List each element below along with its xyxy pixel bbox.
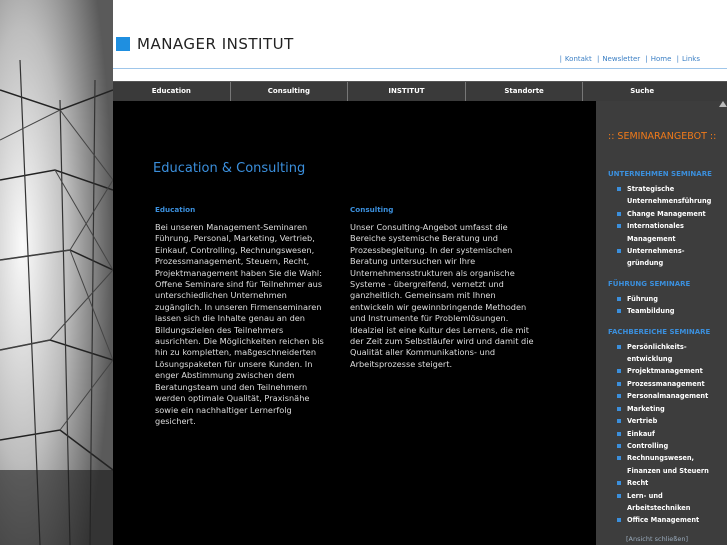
bullet-icon bbox=[617, 297, 621, 301]
close-view-link[interactable]: [Ansicht schließen] bbox=[626, 535, 689, 543]
bullet-icon bbox=[617, 224, 621, 228]
nav-education[interactable]: Education bbox=[113, 82, 231, 101]
bullet-icon bbox=[617, 394, 621, 398]
bullet-icon bbox=[617, 419, 621, 423]
sidebar-item-label: Unternehmensführung bbox=[627, 197, 712, 206]
sidebar-item[interactable] bbox=[596, 415, 727, 427]
sidebar-list bbox=[596, 293, 727, 318]
sidebar-item-label: Einkauf bbox=[627, 429, 655, 438]
sidebar-item-label: Führung bbox=[627, 294, 658, 303]
bullet-icon bbox=[617, 481, 621, 485]
bullet-icon bbox=[617, 456, 621, 460]
sidebar-item[interactable] bbox=[596, 305, 727, 317]
sidebar-item[interactable] bbox=[596, 195, 727, 207]
sidebar-item[interactable] bbox=[596, 403, 727, 415]
sidebar-item[interactable] bbox=[596, 490, 727, 502]
bullet-icon bbox=[617, 382, 621, 386]
sidebar-item[interactable] bbox=[596, 245, 727, 257]
sidebar-item-label: Unternehmens- bbox=[627, 247, 685, 256]
education-heading[interactable]: Education bbox=[155, 205, 196, 214]
sidebar-item[interactable] bbox=[596, 440, 727, 452]
sidebar-item[interactable] bbox=[596, 233, 727, 245]
bullet-icon bbox=[617, 345, 621, 349]
sidebar-item[interactable] bbox=[596, 220, 727, 232]
header-photo bbox=[0, 0, 113, 545]
sidebar-item-label: Personalmanagement bbox=[627, 392, 709, 401]
sidebar-list bbox=[596, 183, 727, 270]
bullet-icon bbox=[617, 187, 621, 191]
sidebar-group-heading[interactable]: FACHBEREICHE SEMINARE bbox=[608, 327, 711, 336]
sidebar-item-label: Management bbox=[627, 234, 676, 243]
sidebar-group-heading[interactable]: FÜHRUNG SEMINARE bbox=[608, 279, 691, 288]
main-content bbox=[113, 101, 596, 545]
separator: | bbox=[559, 55, 562, 63]
sidebar-item[interactable] bbox=[596, 514, 727, 526]
sidebar-item-label: gründung bbox=[627, 259, 664, 268]
sidebar-item[interactable] bbox=[596, 365, 727, 377]
nav-institut[interactable]: INSTITUT bbox=[348, 82, 466, 101]
sidebar-item[interactable] bbox=[596, 341, 727, 353]
sidebar-item-label: Teambildung bbox=[627, 307, 675, 316]
sidebar-item[interactable] bbox=[596, 477, 727, 489]
sidebar-item[interactable] bbox=[596, 183, 727, 195]
sidebar-item-label: Persönlichkeits- bbox=[627, 342, 687, 351]
sidebar-item[interactable] bbox=[596, 428, 727, 440]
main-nav bbox=[113, 81, 727, 101]
bullet-icon bbox=[617, 432, 621, 436]
sidebar-item[interactable] bbox=[596, 378, 727, 390]
sidebar-item-label: Lern- und bbox=[627, 491, 663, 500]
sidebar-item-label: Vertrieb bbox=[627, 417, 658, 426]
sidebar-item[interactable] bbox=[596, 208, 727, 220]
bullet-icon bbox=[617, 369, 621, 373]
sidebar-item-label: Change Management bbox=[627, 209, 706, 218]
sidebar-item[interactable] bbox=[596, 353, 727, 365]
separator: | bbox=[596, 55, 600, 63]
bullet-icon bbox=[617, 309, 621, 313]
sidebar-item-label: Marketing bbox=[627, 404, 665, 413]
link-home[interactable]: Home bbox=[650, 55, 672, 63]
sidebar-item-label: Rechnungswesen, bbox=[627, 454, 695, 463]
bullet-icon bbox=[617, 494, 621, 498]
separator: | bbox=[645, 55, 648, 63]
site-logo[interactable] bbox=[116, 36, 294, 52]
sidebar-item-label: entwicklung bbox=[627, 355, 673, 364]
bullet-icon bbox=[617, 212, 621, 216]
bullet-icon bbox=[617, 407, 621, 411]
sidebar-item[interactable] bbox=[596, 257, 727, 269]
sidebar-item-label: Finanzen und Steuern bbox=[627, 466, 709, 475]
sidebar-item-label: Strategische bbox=[627, 185, 675, 193]
education-column bbox=[155, 205, 331, 427]
top-links bbox=[557, 55, 700, 63]
sidebar-title: :: SEMINARANGEBOT :: bbox=[608, 131, 717, 142]
page-title: Education & Consulting bbox=[153, 161, 306, 176]
consulting-heading[interactable]: Consulting bbox=[350, 205, 394, 214]
sidebar-item[interactable] bbox=[596, 452, 727, 464]
sidebar-item[interactable] bbox=[596, 502, 727, 514]
logo-square-icon bbox=[116, 37, 130, 51]
sidebar-item-label: Office Management bbox=[627, 516, 700, 525]
sidebar-item-label: Internationales bbox=[627, 222, 684, 231]
sidebar-list bbox=[596, 341, 727, 527]
link-kontakt[interactable]: Kontakt bbox=[564, 55, 592, 63]
sidebar-group-heading[interactable]: UNTERNEHMEN SEMINARE bbox=[608, 170, 712, 178]
sidebar-groups bbox=[596, 170, 727, 537]
consulting-text: Unser Consulting-Angebot umfasst die Bereiche systemische Beratung und Prozessbegleitung. In der systemischen Beratung untersuchen wir Ihre Unternehmensstrukturen als organische Systeme - übergreifend, vernetzt und ganzheitlich. Gemeinsam mit Ihnen entwickeln wir gewinnbringende Methoden und Instrumente für Problemlösungen. Idealziel ist eine Kultur des Lernens, die mit der Zeit zum Selbstläufer wird und damit die Qualität aller Kommunikations- und Arbeitsprozesse steigert. bbox=[350, 222, 534, 369]
bullet-icon bbox=[617, 518, 621, 522]
consulting-column bbox=[350, 205, 535, 370]
education-text: Bei unseren Management-Seminaren Führung, Personal, Marketing, Vertrieb, Einkauf, Controlling, Rechnungswesen, Prozessmanagement, Steuern, Recht, Projektmanagement haben Sie die Wahl: Offene Seminare sind für Teilnehmer aus unterschiedlichen Unternehmen zugänglich. In unseren Firmenseminaren lassen sich die Inhalte genau an den Bildungszielen des Teilnehmers ausrichten. Die Möglichkeiten reichen bis hin zu kompletten, maßgeschneiderten Lösungspaketen für unsere Kunden. In enger Abstimmung zwischen dem Beratungsteam und den Teilnehmern werden optimale Qualität, Praxisnähe sowie ein nachhaltiger Lernerfolg gesichert. bbox=[155, 222, 324, 426]
seminar-sidebar bbox=[596, 101, 727, 545]
sidebar-item-label: Recht bbox=[627, 479, 649, 488]
sidebar-item[interactable] bbox=[596, 390, 727, 402]
link-links[interactable]: Links bbox=[682, 55, 700, 63]
separator: | bbox=[676, 55, 680, 63]
sidebar-item-label: Prozessmanagement bbox=[627, 379, 705, 388]
link-newsletter[interactable]: Newsletter bbox=[602, 55, 641, 63]
bullet-icon bbox=[617, 249, 621, 253]
nav-standorte[interactable]: Standorte bbox=[466, 82, 584, 101]
sidebar-item[interactable] bbox=[596, 293, 727, 305]
bullet-icon bbox=[617, 444, 621, 448]
sidebar-item-label: Projektmanagement bbox=[627, 367, 703, 376]
logo-text: MANAGER INSTITUT bbox=[137, 35, 294, 53]
sidebar-item[interactable] bbox=[596, 465, 727, 477]
nav-consulting[interactable]: Consulting bbox=[231, 82, 349, 101]
nav-suche[interactable]: Suche bbox=[630, 87, 655, 95]
header-rule bbox=[113, 68, 727, 69]
sidebar-item-label: Controlling bbox=[627, 441, 669, 450]
scroll-up-icon[interactable] bbox=[719, 101, 727, 107]
sidebar-item-label: Arbeitstechniken bbox=[627, 503, 691, 512]
